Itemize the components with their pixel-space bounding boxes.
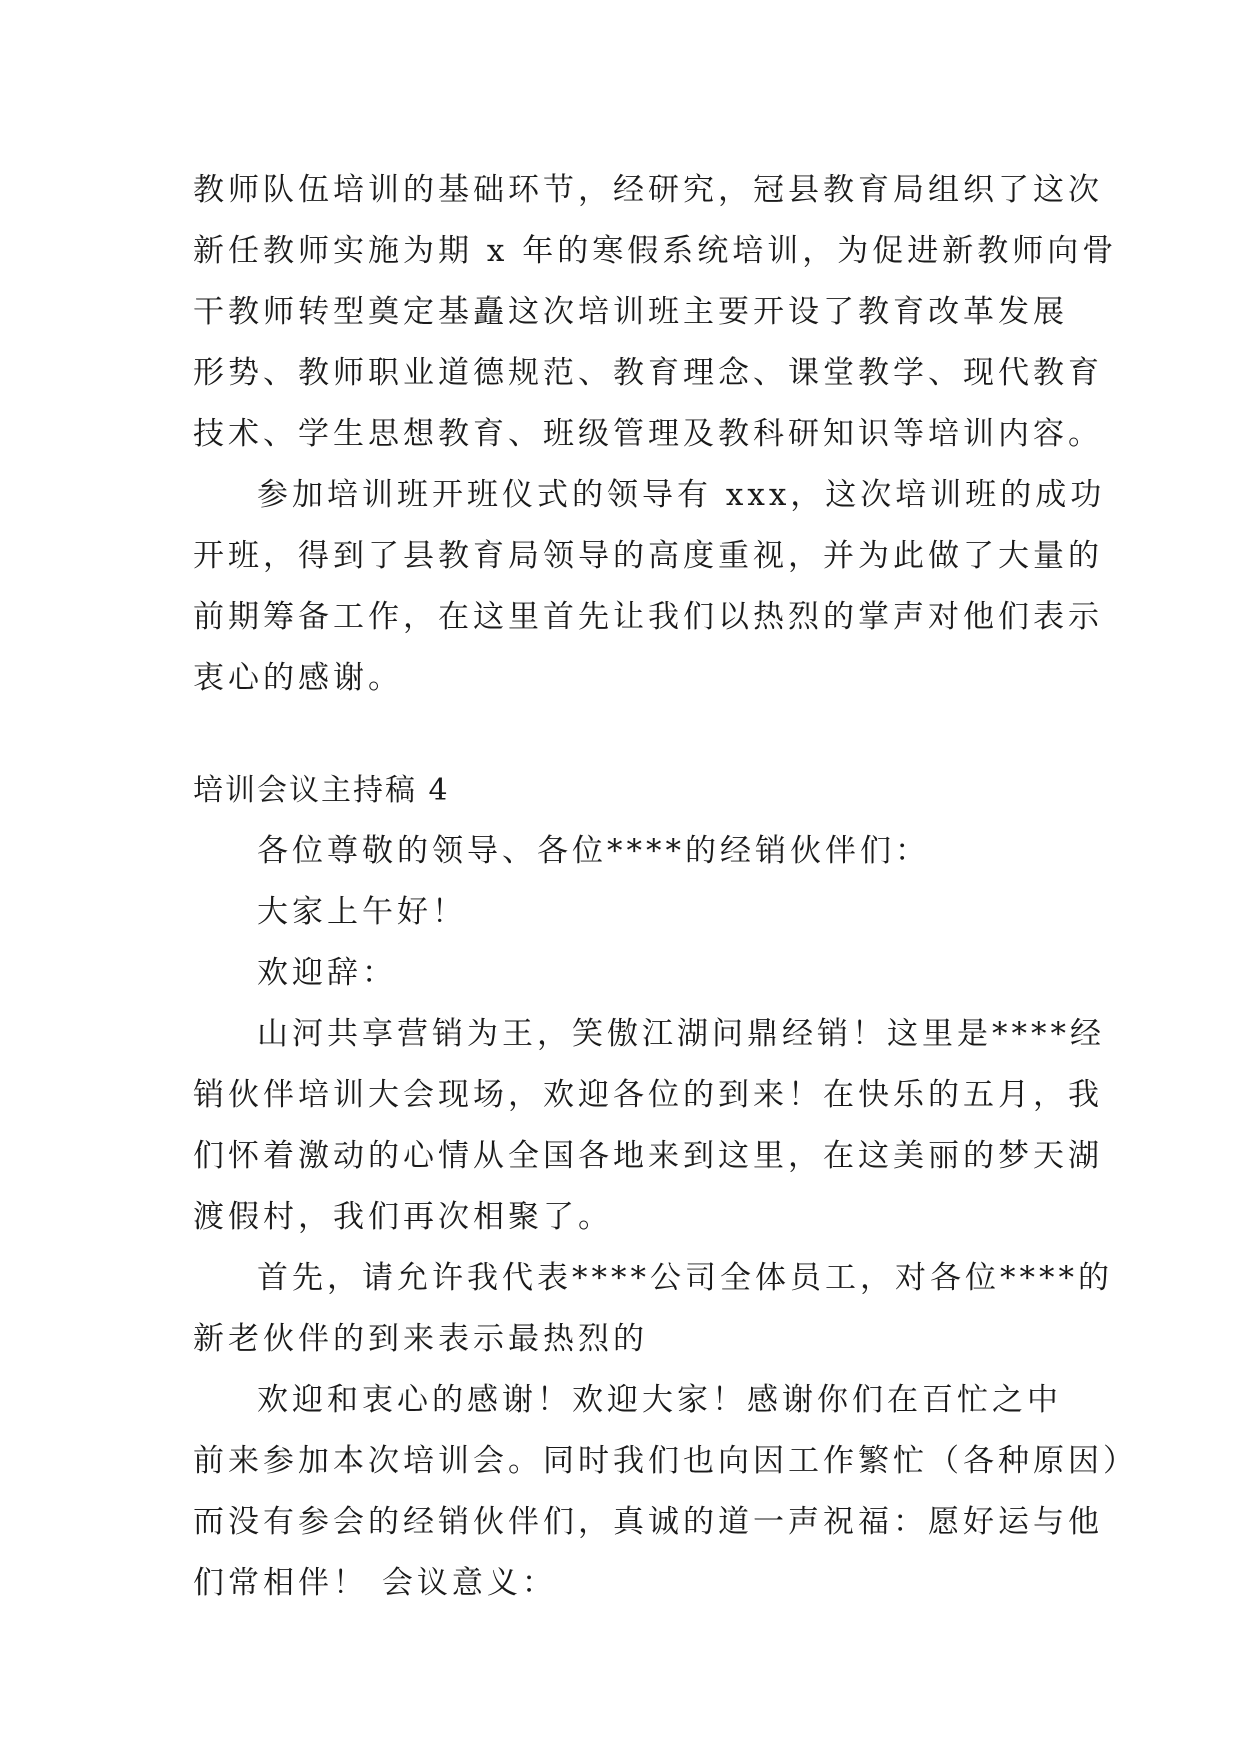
- text-line: 欢迎辞：: [257, 955, 397, 991]
- section-spacer: [193, 709, 1063, 761]
- text-line: 新老伙伴的到来表示最热烈的: [193, 1321, 648, 1357]
- text-line: 首先，请允许我代表****公司全体员工，对各位****的: [257, 1260, 1113, 1296]
- paragraph-thanks: [193, 1370, 1138, 1614]
- document-body: [193, 160, 1138, 1614]
- text-line: 前来参加本次培训会。同时我们也向因工作繁忙（各种原因）: [193, 1443, 1138, 1479]
- greeting-line: [193, 821, 1063, 882]
- text-line: 前期筹备工作，在这里首先让我们以热烈的掌声对他们表示: [193, 599, 1103, 635]
- paragraph-company-welcome: [193, 1248, 1113, 1370]
- text-line: 干教师转型奠定基矗这次培训班主要开设了教育改革发展: [193, 294, 1068, 330]
- text-line: 衷心的感谢。: [193, 660, 403, 696]
- text-line: 新任教师实施为期 x 年的寒假系统培训，为促进新教师向骨: [193, 233, 1118, 269]
- text-line: 大家上午好！: [257, 894, 467, 930]
- text-line: 山河共享营销为王，笑傲江湖问鼎经销！这里是****经: [257, 1016, 1105, 1052]
- paragraph-welcome-speech: [193, 1004, 1105, 1248]
- text-line: 形势、教师职业道德规范、教育理念、课堂教学、现代教育: [193, 355, 1103, 391]
- paragraph-opening-ceremony: [193, 465, 1106, 709]
- text-line: 而没有参会的经销伙伴们，真诚的道一声祝福：愿好运与他: [193, 1504, 1103, 1540]
- welcome-label: [193, 943, 1063, 1004]
- text-line: 们常相伴！ 会议意义：: [193, 1565, 557, 1601]
- text-line: 开班，得到了县教育局领导的高度重视，并为此做了大量的: [193, 538, 1103, 574]
- text-line: 教师队伍培训的基础环节，经研究，冠县教育局组织了这次: [193, 172, 1103, 208]
- paragraph-training-intro: [193, 160, 1118, 465]
- salutation-line: [193, 882, 1063, 943]
- text-line: 欢迎和衷心的感谢！欢迎大家！感谢你们在百忙之中: [257, 1382, 1062, 1418]
- text-line: 参加培训班开班仪式的领导有 xxx，这次培训班的成功: [257, 477, 1106, 513]
- text-line: 各位尊敬的领导、各位****的经销伙伴们：: [257, 833, 930, 869]
- text-line: 渡假村，我们再次相聚了。: [193, 1199, 613, 1235]
- text-line: 销伙伴培训大会现场，欢迎各位的到来！在快乐的五月，我: [193, 1077, 1103, 1113]
- text-line: 们怀着激动的心情从全国各地来到这里，在这美丽的梦天湖: [193, 1138, 1103, 1174]
- section-heading: 培训会议主持稿 4: [193, 773, 450, 808]
- text-line: 技术、学生思想教育、班级管理及教科研知识等培训内容。: [193, 416, 1103, 452]
